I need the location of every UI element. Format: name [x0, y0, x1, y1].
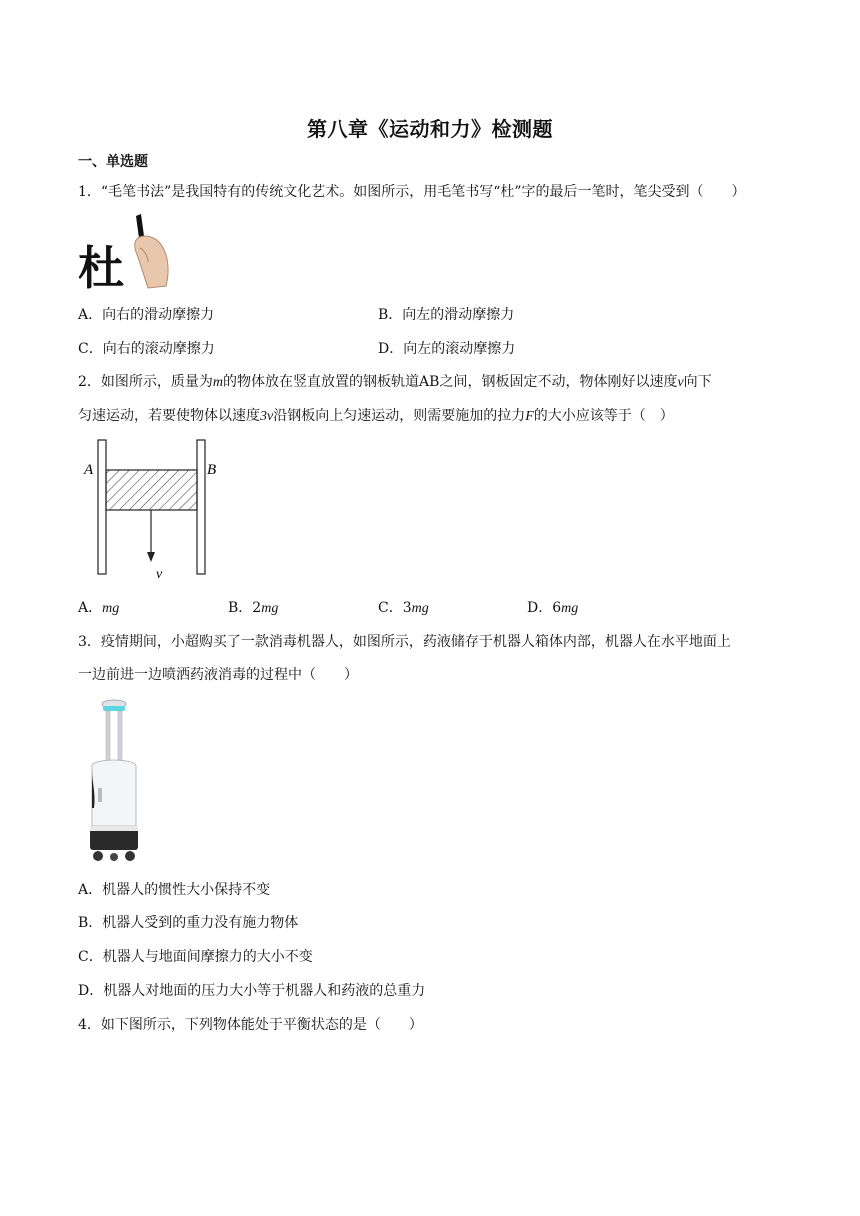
page-title: 第八章《运动和力》检测题 — [307, 117, 553, 141]
rail-figure — [78, 432, 228, 582]
hand-icon — [135, 236, 168, 288]
robot-wheel-icon — [125, 851, 135, 861]
q2-option-c[interactable]: C．3mg — [378, 600, 429, 616]
label-b: B — [207, 462, 217, 478]
calligraphy-figure — [78, 210, 172, 292]
robot-light-ring — [103, 706, 125, 711]
steel-plate-b — [197, 440, 205, 574]
q1-option-c[interactable]: C．向右的滚动摩擦力 — [78, 341, 215, 357]
label-a: A — [84, 462, 94, 478]
question-2-line-2: 匀速运动，若要使物体以速度3v沿钢板向上匀速运动，则需要施加的拉力F的大小应该等于（ ） — [78, 408, 674, 424]
robot-figure — [82, 694, 146, 868]
steel-plate-a — [98, 440, 106, 574]
question-4-text: 4．如下图所示，下列物体能处于平衡状态的是（ ） — [78, 1017, 423, 1033]
question-3-line-2: 一边前进一边喷洒药液消毒的过程中（ ） — [78, 667, 358, 683]
calligraphy-char: 杜 — [78, 241, 124, 292]
section-heading: 一、单选题 — [78, 154, 148, 170]
q3-option-b[interactable]: B．机器人受到的重力没有施力物体 — [78, 915, 299, 931]
q1-option-b[interactable]: B．向左的滑动摩擦力 — [378, 307, 515, 323]
q1-option-d[interactable]: D．向左的滚动摩擦力 — [378, 341, 516, 357]
q2-option-a[interactable]: A．mg — [78, 600, 120, 616]
block — [106, 470, 197, 510]
q2-option-d[interactable]: D．6mg — [527, 600, 579, 616]
q1-option-a[interactable]: A．向右的滑动摩擦力 — [78, 307, 215, 323]
brush-icon — [136, 214, 144, 238]
robot-wheel-icon — [93, 851, 103, 861]
q3-option-d[interactable]: D．机器人对地面的压力大小等于机器人和药液的总重力 — [78, 983, 426, 999]
question-3-line-1: 3．疫情期间，小超购买了一款消毒机器人，如图所示，药液储存于机器人箱体内部，机器人在水平地面上 — [78, 634, 731, 650]
q3-option-c[interactable]: C．机器人与地面间摩擦力的大小不变 — [78, 949, 313, 965]
q2-option-b[interactable]: B．2mg — [228, 600, 279, 616]
arrow-down-icon — [147, 552, 155, 562]
label-velocity: v — [156, 567, 163, 582]
q3-option-a[interactable]: A．机器人的惯性大小保持不变 — [78, 882, 271, 898]
question-2-line-1: 2．如图所示，质量为m的物体放在竖直放置的钢板轨道AB之间，钢板固定不动，物体刚好以速度v向下 — [78, 374, 712, 390]
question-1-text: 1．“毛笔书法”是我国特有的传统文化艺术。如图所示，用毛笔书写“杜”字的最后一笔时，笔尖受到（ ） — [78, 184, 746, 200]
